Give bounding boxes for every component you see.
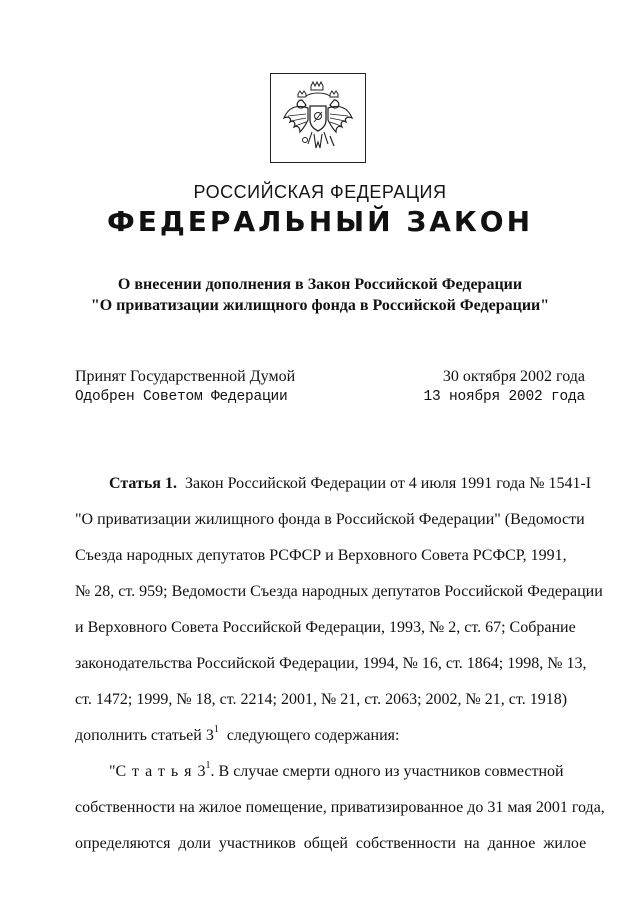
article3-1-line	[75, 790, 605, 826]
article1-line	[75, 466, 592, 502]
article1-text-line: № 28, ст. 959; Ведомости Съезда народных депутатов Российской Федерации	[75, 583, 603, 600]
article1-last-line	[75, 718, 399, 754]
article3-1-text-line: собственности на жилое помещение, приватизированное до 31 мая 2001 года,	[75, 799, 605, 816]
article3-1-line	[75, 826, 587, 862]
council-approval-row	[75, 389, 585, 405]
opening-quote: "	[109, 763, 116, 780]
law-title-line-1: О внесении дополнения в Закон Российской Федерации	[117, 276, 523, 293]
article1-text-line: Закон Российской Федерации от 4 июля 1991 года № 1541-I	[184, 475, 592, 492]
article3-1-number: 3	[197, 763, 206, 780]
article1-text-line: и Верховного Совета Российской Федерации, 1993, № 2, ст. 67; Собрание	[75, 619, 576, 636]
article3-1-text-line: определяются доли участников общей собственности на данное жилое	[75, 835, 587, 852]
coat-of-arms-emblem	[270, 73, 366, 163]
article1-line	[75, 502, 583, 538]
article1-heading: Статья 1.	[109, 475, 177, 492]
article1-line	[75, 682, 583, 718]
document-type-heading: ФЕДЕРАЛЬНЫЙ ЗАКОН	[106, 205, 534, 238]
law-title-line-2: "О приватизации жилищного фонда в Российской Федерации"	[90, 297, 550, 314]
article3-1-first-line	[75, 754, 583, 790]
article1-line	[75, 610, 583, 646]
article-body	[75, 466, 605, 862]
article1-text-line: "О приватизации жилищного фонда в Российской Федерации" (Ведомости	[75, 511, 585, 528]
double-headed-eagle-icon	[278, 78, 358, 158]
duma-adoption-label: Принят Государственной Думой	[75, 368, 296, 385]
country-name: РОССИЙСКАЯ ФЕДЕРАЦИЯ	[193, 182, 447, 202]
duma-adoption-date: 30 октября 2002 года	[442, 368, 585, 385]
article1-line	[75, 646, 587, 682]
article1-line	[75, 574, 603, 610]
article3-1-word: Статья	[115, 763, 198, 780]
article1-text-line: ст. 1472; 1999, № 18, ст. 2214; 2001, № 21, ст. 2063; 2002, № 21, ст. 1918)	[75, 691, 568, 708]
article3-1-opening	[109, 754, 564, 790]
article1-last-suffix: следующего содержания:	[218, 727, 400, 744]
article1-line	[75, 538, 583, 574]
article1-text-line: Съезда народных депутатов РСФСР и Верховного Совета РСФСР, 1991,	[75, 547, 567, 564]
duma-adoption-row	[75, 368, 585, 386]
article-superscript: 1	[205, 760, 211, 771]
article3-1-text: . В случае смерти одного из участников совместной	[210, 763, 564, 780]
article1-text-line: законодательства Российской Федерации, 1994, № 16, ст. 1864; 1998, № 13,	[75, 655, 587, 672]
council-approval-label: Одобрен Советом Федерации	[75, 389, 288, 405]
article1-last-prefix: дополнить статьей 3	[75, 727, 214, 744]
council-approval-date: 13 ноября 2002 года	[423, 389, 585, 405]
article1-line	[75, 718, 583, 754]
article-superscript: 1	[213, 724, 219, 735]
